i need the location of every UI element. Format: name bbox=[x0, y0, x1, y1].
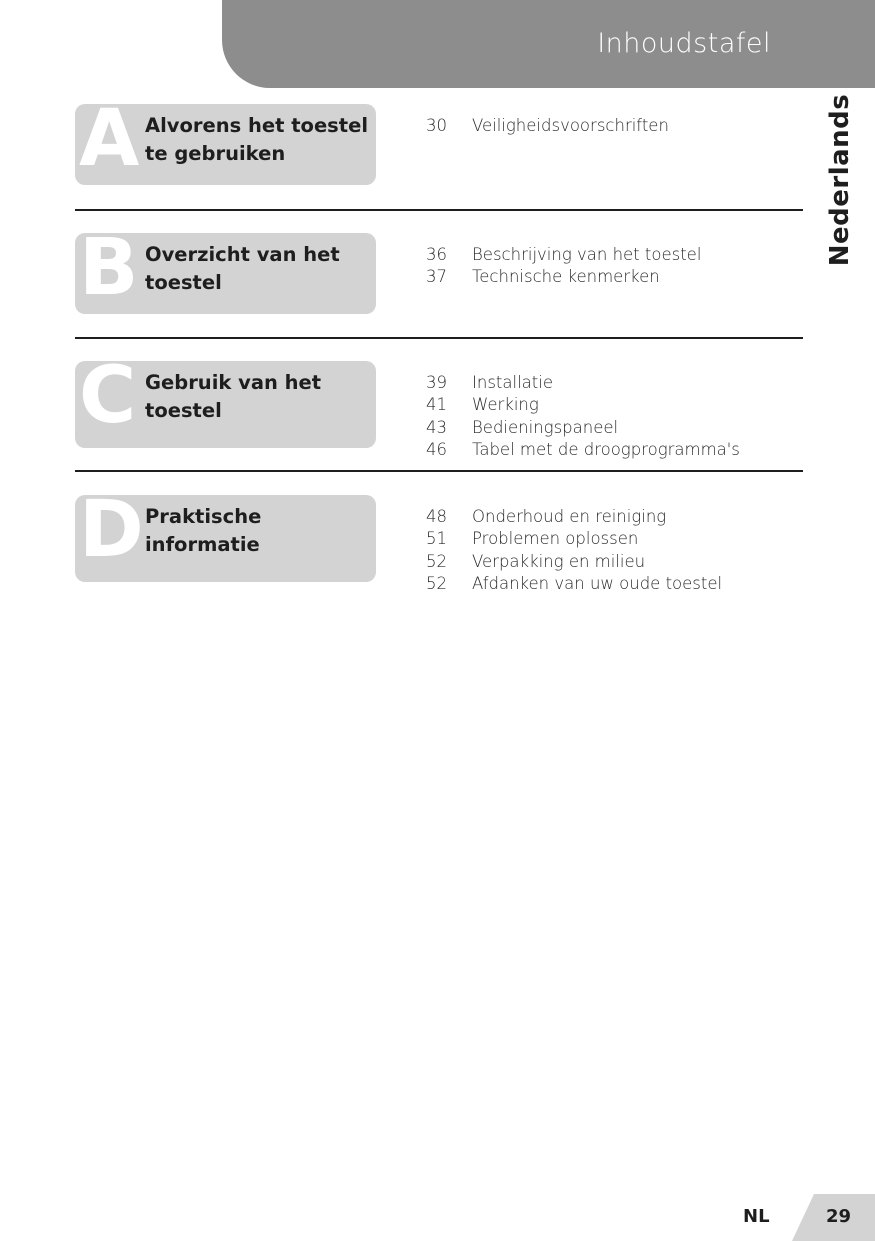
toc-entry-page: 51 bbox=[426, 529, 447, 549]
toc-entry[interactable] bbox=[426, 416, 740, 439]
section-d-title-line-2: informatie bbox=[145, 533, 260, 556]
toc-entry-page: 39 bbox=[426, 372, 447, 392]
section-d-entries bbox=[426, 505, 722, 595]
toc-entry-title: Verpakking en milieu bbox=[472, 551, 646, 571]
toc-entry-title: Werking bbox=[472, 395, 539, 415]
toc-entry-page: 30 bbox=[426, 115, 447, 135]
toc-entry-page: 46 bbox=[426, 440, 447, 460]
section-b bbox=[75, 233, 803, 333]
section-c-title bbox=[145, 369, 371, 425]
toc-entry[interactable] bbox=[426, 528, 722, 551]
toc-entry[interactable] bbox=[426, 114, 669, 137]
section-b-letter: B bbox=[79, 233, 139, 313]
section-d-letter: D bbox=[79, 495, 144, 575]
language-side-label bbox=[822, 93, 858, 267]
toc-entry[interactable] bbox=[426, 243, 701, 266]
section-b-title-line-1: Overzicht van het bbox=[145, 243, 340, 266]
toc-entry[interactable] bbox=[426, 439, 740, 462]
footer-page-number: 29 bbox=[826, 1206, 852, 1227]
toc-entry[interactable] bbox=[426, 550, 722, 573]
toc-entry-title: Beschrijving van het toestel bbox=[472, 244, 702, 264]
section-c-title-line-2: toestel bbox=[145, 399, 222, 422]
toc-entry-title: Technische kenmerken bbox=[472, 267, 660, 287]
section-divider bbox=[75, 209, 803, 211]
section-a-letter: A bbox=[79, 104, 140, 184]
section-a bbox=[75, 104, 803, 204]
section-c-entries bbox=[426, 371, 740, 461]
toc-entry[interactable] bbox=[426, 266, 701, 289]
section-d bbox=[75, 495, 803, 600]
page-title: Inhoudstafel bbox=[597, 28, 771, 59]
section-divider bbox=[75, 470, 803, 472]
toc-entry-title: Afdanken van uw oude toestel bbox=[472, 574, 723, 594]
section-divider bbox=[75, 337, 803, 339]
toc-entry-page: 48 bbox=[426, 506, 447, 526]
section-a-title-line-1: Alvorens het toestel bbox=[145, 114, 369, 137]
toc-entry[interactable] bbox=[426, 573, 722, 596]
toc-entry-title: Onderhoud en reiniging bbox=[472, 506, 667, 526]
toc-entry-page: 52 bbox=[426, 551, 447, 571]
section-a-title bbox=[145, 112, 371, 168]
footer-language-code: NL bbox=[743, 1206, 770, 1227]
section-b-title bbox=[145, 241, 371, 297]
toc-entry-title: Bedieningspaneel bbox=[472, 417, 619, 437]
section-d-box bbox=[75, 495, 376, 582]
section-b-entries bbox=[426, 243, 701, 288]
toc-entry-page: 52 bbox=[426, 574, 447, 594]
toc-entry-title: Veiligheidsvoorschriften bbox=[472, 115, 669, 135]
toc-entry-page: 41 bbox=[426, 395, 447, 415]
section-c bbox=[75, 361, 803, 466]
section-c-letter: C bbox=[79, 361, 137, 441]
toc-entry-title: Problemen oplossen bbox=[472, 529, 639, 549]
section-d-title-line-1: Praktische bbox=[145, 505, 262, 528]
section-d-title bbox=[145, 503, 371, 559]
section-a-box bbox=[75, 104, 376, 185]
section-c-title-line-1: Gebruik van het bbox=[145, 371, 322, 394]
toc-entry-page: 43 bbox=[426, 417, 447, 437]
toc-entry[interactable] bbox=[426, 394, 740, 417]
toc-entry-title: Installatie bbox=[472, 372, 553, 392]
section-a-entries bbox=[426, 114, 669, 137]
toc-entry[interactable] bbox=[426, 505, 722, 528]
header-tab bbox=[222, 0, 875, 88]
toc-entry-title: Tabel met de droogprogramma's bbox=[472, 440, 740, 460]
section-b-box bbox=[75, 233, 376, 314]
language-label-text: Nederlands bbox=[825, 93, 855, 267]
toc-entry-page: 37 bbox=[426, 267, 447, 287]
section-a-title-line-2: te gebruiken bbox=[145, 142, 286, 165]
section-b-title-line-2: toestel bbox=[145, 271, 222, 294]
section-c-box bbox=[75, 361, 376, 448]
toc-entry-page: 36 bbox=[426, 244, 447, 264]
toc-entry[interactable] bbox=[426, 371, 740, 394]
